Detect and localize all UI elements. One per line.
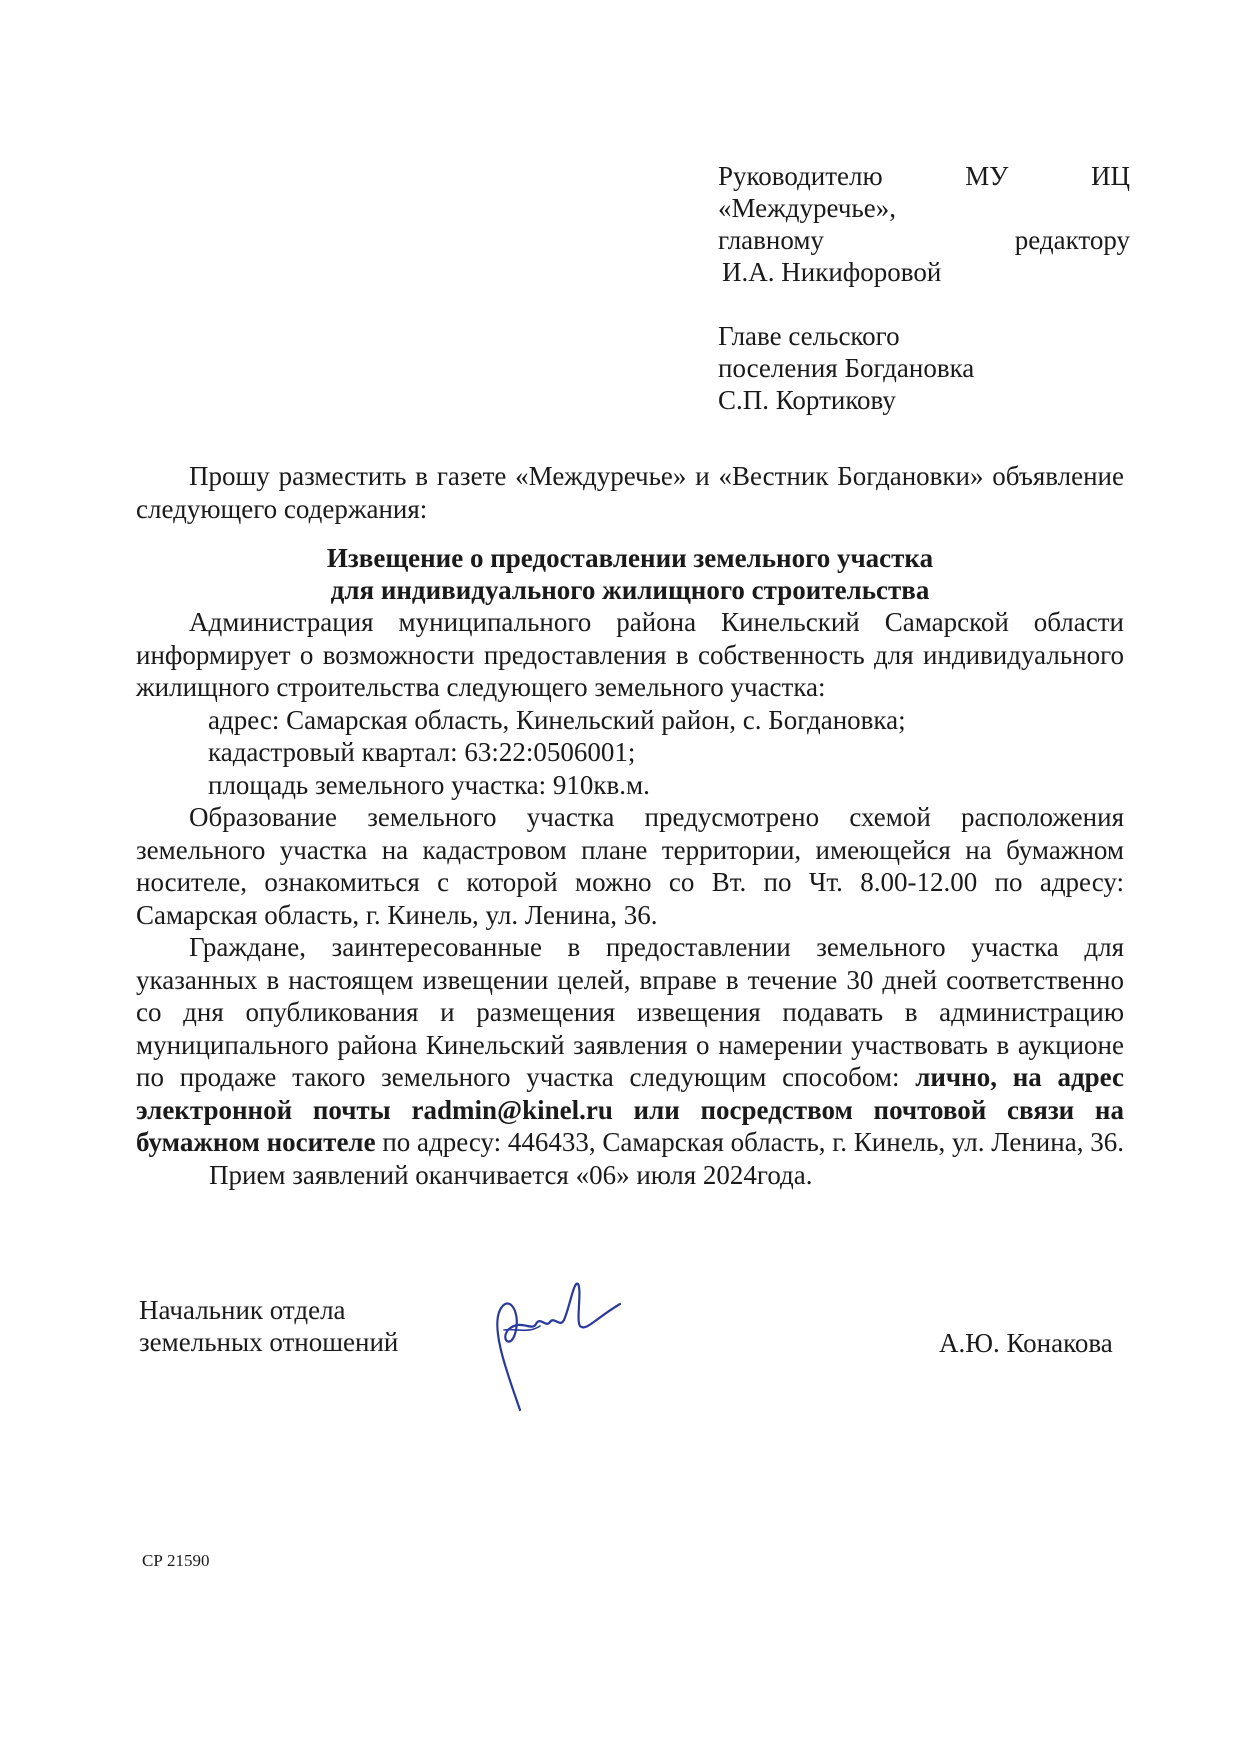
notice-paragraph-1: Администрация муниципального района Кинельский Самарской области информирует о возможности предоставления в собственность для индивидуального жилищного строительства следующего земельного участка: — [136, 607, 1124, 702]
notice-paragraph-3: Граждане, заинтересованные в предоставлении земельного участка для указанных в настоящем извещении целей, вправе в течение 30 дней соответственно со дня опубликования и размещения извещения подавать в администрацию муниципального района Кинельский заявления о намерении участвовать в аукционе по продаже такого земельного участка следующим способом: лично, на адрес электронной почты radmin@kinel.ru или посредством почтовой связи на бумажном носителе по адресу: 446433, Самарская область, г. Кинель, ул. Ленина, 36. — [136, 932, 1124, 1157]
addressee-head-line-1: Главе сельского — [718, 321, 900, 351]
notice-paragraph-2: Образование земельного участка предусмотрено схемой расположения земельного участка на кадастровом плане территории, имеющейся на бумажном носителе, ознакомиться с которой можно со Вт. по Чт. 8.00-12.00 по адресу: Самарская область, г. Кинель, ул. Ленина, 36. — [136, 802, 1124, 930]
notice-cadastral: кадастровый квартал: 63:22:0506001; — [208, 737, 636, 767]
notice-address: адрес: Самарская область, Кинельский район, с. Богдановка; — [208, 704, 906, 735]
handwritten-signature — [480, 1270, 630, 1420]
document-code: СР 21590 — [142, 1551, 210, 1570]
signature-position: Начальник отдела земельных отношений — [139, 1295, 399, 1357]
submission-methods: лично, на адрес электронной почты radmin@kinel.ru или посредством почтовой связи на бумажном носителе — [136, 1062, 1124, 1157]
addressee-block-head — [718, 320, 1130, 416]
request-paragraph: Прошу разместить в газете «Междуречье» и «Вестник Богдановки» объявление следующего содержания: — [136, 461, 1124, 524]
notice-area: площадь земельного участка: 910кв.м. — [208, 769, 650, 800]
notice-body — [136, 606, 1124, 1191]
addressee-block-editor — [718, 160, 1130, 288]
addressee-head-line-2: поселения Богдановка — [718, 353, 975, 383]
addressee-head-line-3: С.П. Кортикову — [718, 385, 896, 415]
addressee-line-3: главному редактору — [718, 225, 1130, 255]
signer-name: А.Ю. Конакова — [939, 1328, 1113, 1358]
addressee-line-2: «Междуречье», — [718, 193, 896, 223]
addressee-line-1: Руководителю МУ ИЦ — [718, 161, 1130, 191]
addressee-line-4: И.А. Никифоровой — [722, 257, 942, 287]
notice-paragraph-4: Прием заявлений оканчивается «06» июля 2024года. — [209, 1159, 813, 1190]
notice-title: Извещение о предоставлении земельного участка для индивидуального жилищного строительства — [326, 543, 934, 605]
